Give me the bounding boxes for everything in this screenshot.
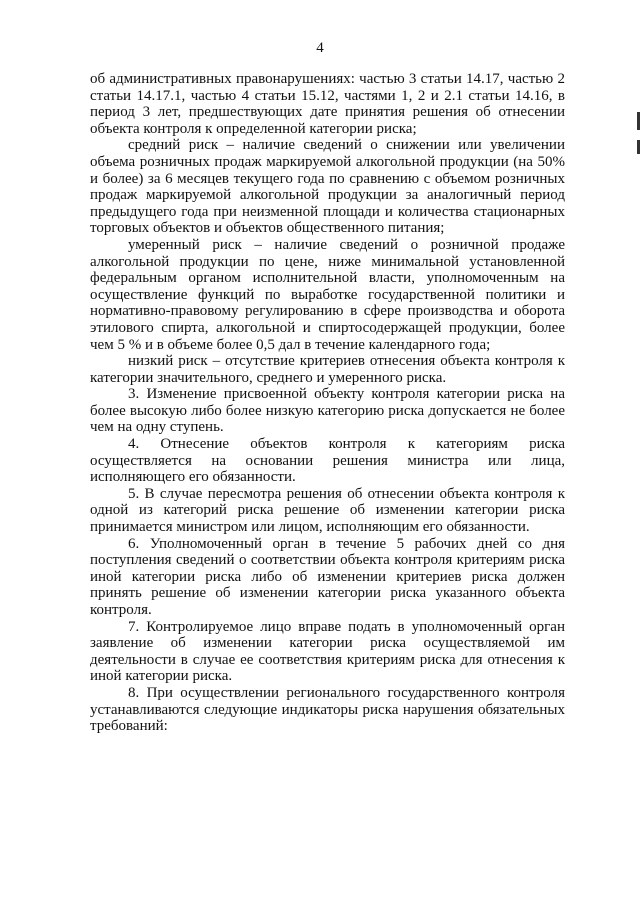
- paragraph-continuation: об административных правонарушениях: частью 3 статьи 14.17, частью 2 статьи 14.17.1, частью 4 статьи 15.12, частями 1, 2 и 2.1 статьи 14.16, в период 3 лет, предшествующих дате принятия решения об отнесении объекта контроля к определенной категории риска;: [90, 71, 565, 137]
- paragraph-medium-risk: средний риск – наличие сведений о снижении или увеличении объема розничных продаж маркируемой алкогольной продукции (на 50% и более) за 6 месяцев текущего года по сравнению с объемом розничных продаж маркируемой алкогольной продукции за аналогичный период предыдущего года при неизменной площади и количества стационарных торговых объектов и объектов общественного питания;: [90, 137, 565, 237]
- paragraph-item-4: 4. Отнесение объектов контроля к категориям риска осуществляется на основании решения министра или лица, исполняющего его обязанности.: [90, 436, 565, 486]
- paragraph-low-risk: низкий риск – отсутствие критериев отнесения объекта контроля к категории значительного, среднего и умеренного риска.: [90, 353, 565, 386]
- paragraph-item-5: 5. В случае пересмотра решения об отнесении объекта контроля к одной из категорий риска решение об изменении категории риска принимается министром или лицом, исполняющим его обязанности.: [90, 485, 565, 536]
- paragraph-item-8: 8. При осуществлении регионального государственного контроля устанавливаются следующие индикаторы риска нарушения обязательных требований:: [90, 684, 565, 735]
- paragraph-item-3: 3. Изменение присвоенной объекту контроля категории риска на более высокую либо более низкую категорию риска допускается не более чем на одну ступень.: [90, 386, 565, 436]
- paragraph-item-6: 6. Уполномоченный орган в течение 5 рабочих дней со дня поступления сведений о соответствии объекта контроля критериям риска иной категории риска либо об изменении критериев риска должен принять решение об изменении категории риска указанного объекта контроля.: [90, 535, 565, 618]
- paragraph-item-7: 7. Контролируемое лицо вправе подать в уполномоченный орган заявление об изменении категории риска осуществляемой им деятельности в случае ее соответствия критериям риска для отнесения к иной категории риска.: [90, 618, 565, 685]
- paragraph-moderate-risk: умеренный риск – наличие сведений о розничной продаже алкогольной продукции по цене, ниже минимальной установленной федеральным органом исполнительной власти, уполномоченным на осуществление функций по выработке государственной политики и нормативно-правовому регулированию в сфере производства и оборота этилового спирта, алкогольной и спиртосодержащей продукции, более чем 5 % и в объеме более 0,5 дал в течение календарного года;: [90, 236, 565, 353]
- page-number: 4: [316, 40, 324, 56]
- document-body: [90, 71, 565, 735]
